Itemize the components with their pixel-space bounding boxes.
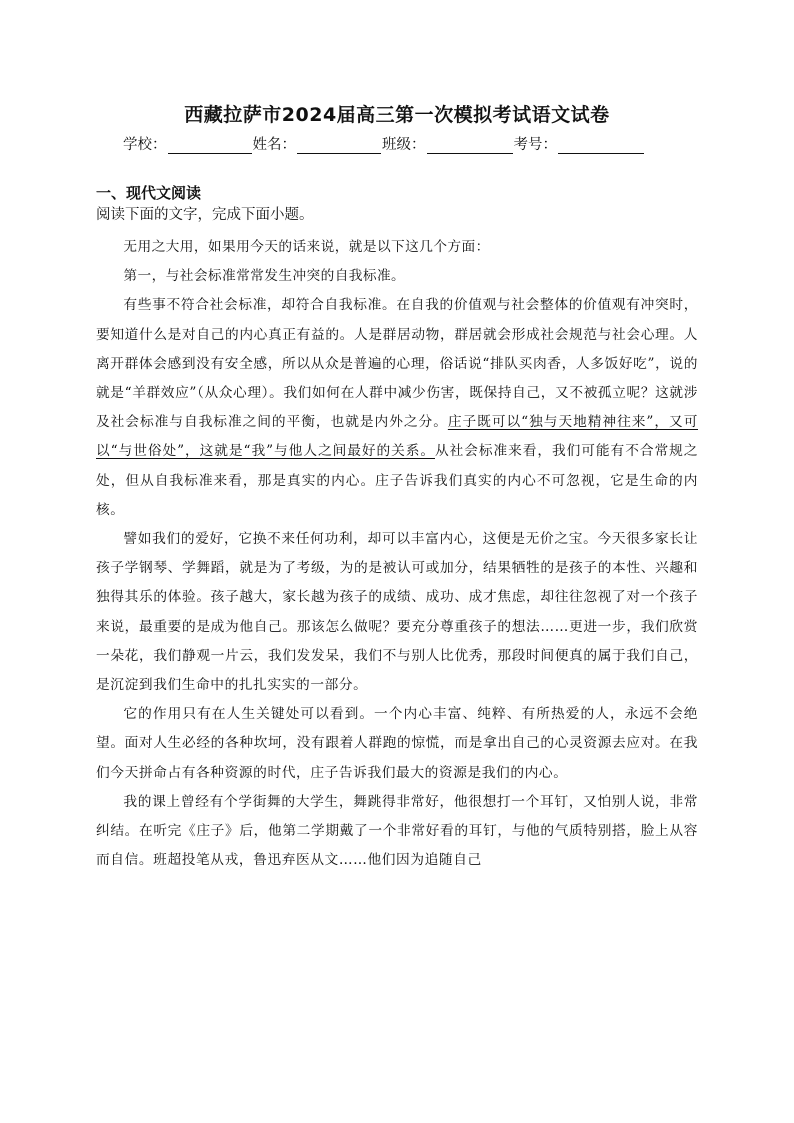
class-blank xyxy=(427,136,513,154)
paragraph-text: 有些事不符合社会标准，却符合自我标准。在自我的价值观与社会整体的价值观有冲突时，要知道什么是对自己的内心真正有益的。人是群居动物，群居就会形成社会规范与社会心理。人离开群体会感到没有安全感，所以从众是普遍的心理，俗话说“排队买肉香，人多饭好吃”，说的就是“羊群效应”（从众心理）。我们如何在人群中减少伤害，既保持自己，又不被孤立呢？这就涉及社会标准与自我标准之间的平衡，也就是内外之分。 xyxy=(96,297,698,431)
class-label: 班级： xyxy=(382,137,426,153)
paragraph: 它的作用只有在人生关键处可以看到。一个内心丰富、纯粹、有所热爱的人，永远不会绝望。面对人生必经的各种坎坷，没有跟着人群跑的惊慌，而是拿出自己的心灵资源去应对。在我们今天拼命占有各种资源的时代，庄子告诉我们最大的资源是我们的内心。 xyxy=(96,706,698,781)
reading-instruction: 阅读下面的文字，完成下面小题。 xyxy=(96,207,314,223)
paragraph xyxy=(96,291,698,525)
school-blank xyxy=(168,136,252,154)
school-label: 学校： xyxy=(123,137,167,153)
name-blank xyxy=(297,136,381,154)
paragraph-text: 从社会标准来看，我们可能有不合常规之处，但从自我标准来看，那是真实的内心。庄子告诉我们真实的内心不可忽视，它是生命的内核。 xyxy=(96,443,698,518)
exam-number-label: 考号： xyxy=(513,137,557,153)
exam-number-blank xyxy=(558,136,644,154)
name-label: 姓名： xyxy=(252,137,296,153)
paragraph: 譬如我们的爱好，它换不来任何功利，却可以丰富内心，这便是无价之宝。今天很多家长让孩子学钢琴、学舞蹈，就是为了考级，为的是被认可或加分，结果牺牲的是孩子的本性、兴趣和独得其乐的体验。孩子越大，家长越为孩子的成绩、成功、成才焦虑，却往往忽视了对一个孩子来说，最重要的是成为他自己。那该怎么做呢？要充分尊重孩子的想法……更进一步，我们欣赏一朵花，我们静观一片云，我们发发呆，我们不与别人比优秀，那段时间便真的属于我们自己，是沉淀到我们生命中的扎扎实实的一部分。 xyxy=(96,531,698,694)
paragraph: 第一，与社会标准常常发生冲突的自我标准。 xyxy=(123,268,406,285)
student-info-line xyxy=(123,133,645,157)
reading-passage xyxy=(96,233,698,875)
paragraph: 无用之大用，如果用今天的话来说，就是以下这几个方面： xyxy=(123,239,490,255)
underlined-sentence: 庄子既可以“独与天地精神往来”，又可以“与世俗处”，这就是“我”与他人之间最好的关系。 xyxy=(96,414,698,460)
paragraph: 我的课上曾经有个学街舞的大学生，舞跳得非常好，他很想打一个耳钉，又怕别人说，非常纠结。在听完《庄子》后，他第二学期戴了一个非常好看的耳钉，与他的气质特别搭，脸上从容而自信。班超投笔从戎，鲁迅弃医从文……他们因为追随自己 xyxy=(96,793,698,869)
section-heading: 一、现代文阅读 xyxy=(96,184,202,202)
exam-title: 西藏拉萨市2024届高三第一次模拟考试语文试卷 xyxy=(184,104,610,126)
